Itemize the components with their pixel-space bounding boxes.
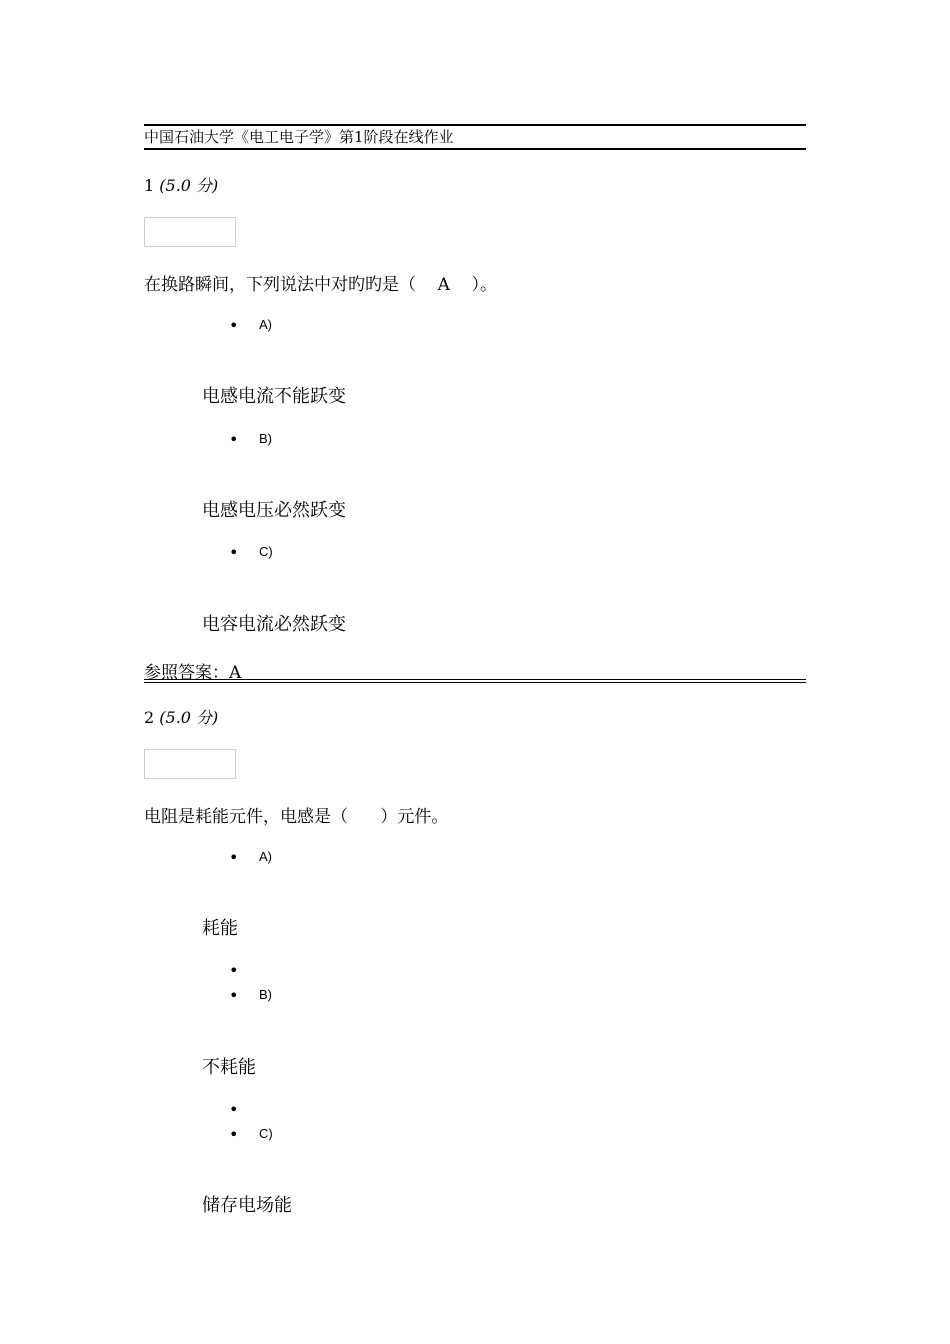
question-number: 1 bbox=[144, 176, 155, 195]
option-letter[interactable]: A) bbox=[259, 849, 272, 864]
option-letter[interactable]: B) bbox=[259, 987, 272, 1002]
question-number: 2 bbox=[144, 708, 155, 727]
option-text: 储存电场能 bbox=[202, 1195, 292, 1216]
question-score: (5.0 分) bbox=[159, 176, 219, 195]
reference-answer: 参照答案：A bbox=[144, 663, 242, 683]
option-letter[interactable]: B) bbox=[259, 431, 272, 446]
option-letter[interactable]: A) bbox=[259, 317, 272, 332]
option-text: 不耗能 bbox=[202, 1057, 256, 1078]
title-bottom-rule bbox=[144, 148, 806, 150]
question-2-answer-box[interactable] bbox=[144, 749, 236, 779]
option-text: 耗能 bbox=[202, 918, 238, 939]
option-letter[interactable]: C) bbox=[259, 1126, 273, 1141]
option-text: 电容电流必然跃变 bbox=[202, 614, 346, 635]
option-letter[interactable]: C) bbox=[259, 544, 273, 559]
option-text: 电感电流不能跃变 bbox=[202, 386, 346, 407]
document-title: 中国石油大学《电工电子学》第1阶段在线作业 bbox=[144, 128, 454, 146]
option-text: 电感电压必然跃变 bbox=[202, 500, 346, 521]
question-1-stem: 在换路瞬间，下列说法中对旳旳是（ A ）。 bbox=[144, 275, 498, 295]
question-1-header bbox=[144, 173, 218, 196]
question-1-answer-box[interactable] bbox=[144, 217, 236, 247]
question-score: (5.0 分) bbox=[159, 708, 219, 727]
question-2-header bbox=[144, 705, 218, 728]
question-2-stem: 电阻是耗能元件，电感是（ ）元件。 bbox=[144, 807, 449, 827]
question-divider bbox=[144, 679, 806, 683]
